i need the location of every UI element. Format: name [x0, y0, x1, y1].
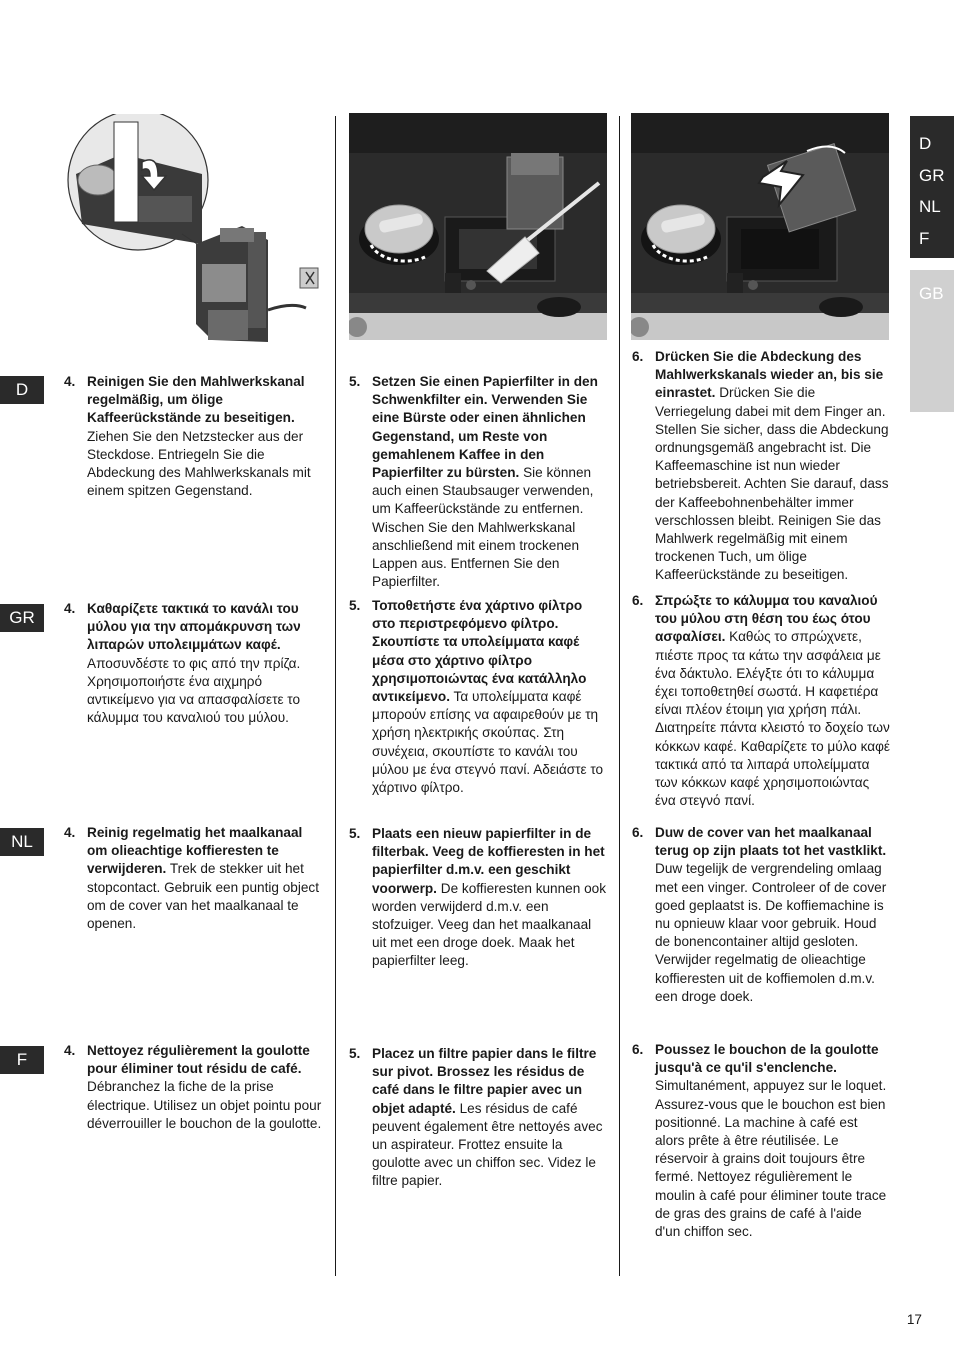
fr-step-6: 6. Poussez le bouchon de la goulotte jusqu'à ce qu'il s'enclenche. Simultanément, appuyez sur le loquet. Assurez-vous que le bouchon est bien positionné. La machine à café est alors prête à être réutilisée. Le réservoir à grains doit toujours être fermé. Nettoyez régulièrement le moulin à café pour éliminer toute trace de gras des grains de café à l'aide d'un chiffon sec.	[632, 1042, 887, 1240]
gr-step-6: 6. Σπρώξτε το κάλυμμα του καναλιού του μύλου στη θέση του έως ότου ασφαλίσει. Καθώς το σπρώχνετε, πιέστε προς τα κάτω την ασφάλεια με ένα δάκτυλο. Ελέγξτε ότι το κάλυμμα έχει τοποθετηθεί σωστά. Η καφετιέρα είναι πλέον έτοιμη για χρήση πάλι. Διατηρείτε πάντα κλειστό το δοχείο των κόκκων καφέ. Καθαρίζετε το μύλο καφέ τακτικά από τα λιπαρά υπολείμματα των κόκκων καφέ χρησιμοποιώντας ένα στεγνό πανί.	[632, 593, 890, 809]
lang-label-gr: GR	[919, 165, 945, 185]
side-tab-d: D	[0, 376, 44, 404]
nl-step-4: 4. Reinig regelmatig het maalkanaal om olieachtige koffieresten te verwijderen. Trek de stekker uit het stopcontact. Gebruik een puntig object om de cover van het maalkanaal te openen.	[64, 825, 319, 932]
de-step-6: 6. Drücken Sie die Abdeckung des Mahlwerkskanals wieder an, bis sie einrastet. Drücken Sie die Verriegelung dabei mit dem Finger an. Stellen Sie sicher, dass die Abdeckung ordnungsgemäß angebracht ist. Die Kaffeemaschine ist nun wieder betriebsbereit. Achten Sie darauf, dass der Kaffeebohnenbehälter immer verschlossen bleibt. Reinigen Sie das Mahlwerk regelmäßig mit einem trockenen Tuch, um ölige Kaffeerückstände zu beseitigen.	[632, 349, 889, 583]
fr-step-4: 4. Nettoyez régulièrement la goulotte pour éliminer tout résidu de café. Débranchez la fiche de la prise électrique. Utilisez un objet pointu pour déverrouiller le bouchon de la goulotte.	[64, 1043, 322, 1131]
gr-step-5: 5. Τοποθετήστε ένα χάρτινο φίλτρο στο περιστρεφόμενο φίλτρο. Σκουπίστε τα υπολείμματα καφέ μέσα στο χάρτινο φίλτρο χρησιμοποιώντας ένα κατάλληλο αντικείμενο. Τα υπολείμματα καφέ μπορούν επίσης να αφαιρεθούν με τη χρήση ηλεκτρικής σκούπας. Στη συνέχεια, σκουπίστε το κανάλι του μύλου με ένα στεγνό πανί. Αδειάστε το χάρτινο φίλτρο.	[349, 598, 604, 796]
nl-step-5: 5. Plaats een nieuw papierfilter in de filterbak. Veeg de koffieresten in het papierfilter d.m.v. een geschikt voorwerp. De koffieresten kunnen ook worden verwijderd d.m.v. een stofzuiger. Veeg dan het maalkanaal uit met een droge doek. Maak het papierfilter leeg.	[349, 826, 606, 969]
side-tab-gr: GR	[0, 604, 44, 632]
lang-label-gb: GB	[919, 284, 944, 303]
page-number: 17	[906, 1312, 922, 1327]
fr-step-5: 5. Placez un filtre papier dans le filtre sur pivot. Brossez les résidus de café dans le filtre papier avec un objet adapté. Les résidus de café peuvent également être nettoyés avec un aspirateur. Frottez ensuite la goulotte avec un chiffon sec. Videz le filtre papier.	[349, 1046, 603, 1189]
de-step-4: 4. Reinigen Sie den Mahlwerkskanal regelmäßig, um ölige Kaffeerückstände zu beseitigen. Ziehen Sie den Netzstecker aus der Steckdose. Entriegeln Sie die Abdeckung des Mahlwerkskanals mit einem spitzen Gegenstand.	[64, 374, 311, 499]
figure-close-cover	[631, 113, 889, 340]
de-step-5: 5. Setzen Sie einen Papierfilter in den Schwenkfilter ein. Verwenden Sie eine Bürste oder einen ähnlichen Gegenstand, um Reste von gemahlenem Kaffee in den Papierfilter zu bürsten. Sie können auch einen Staubsauger verwenden, um Kaffeerückstände zu entfernen. Wischen Sie den Mahlwerkskanal anschließend mit einem trockenen Lappen aus. Entfernen Sie den Papierfilter.	[349, 374, 598, 590]
figure-brush-cleaning	[349, 113, 607, 340]
lang-label-nl: NL	[919, 197, 941, 216]
column-divider-left	[335, 116, 336, 1276]
language-index-inactive	[910, 270, 954, 412]
side-tab-nl: NL	[0, 828, 44, 856]
gr-step-4: 4. Καθαρίζετε τακτικά το κανάλι του μύλου για την απομάκρυνση των λιπαρών υπολειμμάτων καφέ. Αποσυνδέστε το φις από την πρίζα. Χρησιμοποιήστε ένα αιχμηρό αντικείμενο για να απασφαλίσετε το κάλυμμα του καναλιού του μύλου.	[64, 601, 301, 726]
column-divider-right	[619, 116, 620, 1276]
nl-step-6: 6. Duw de cover van het maalkanaal terug op zijn plaats tot het vastklikt. Duw tegelijk de vergrendeling omlaag met een vinger. Controleer of de cover goed geplaatst is. De koffiemachine is nu opnieuw klaar voor gebruik. Houd de bonencontainer altijd gesloten. Verwijder regelmatig de olieachtige koffieresten uit de koffiemolen d.m.v. een droge doek.	[632, 825, 887, 1004]
language-index-active	[910, 116, 954, 258]
lang-label-d: D	[919, 134, 932, 153]
figure-unplug-open-channel	[62, 114, 324, 344]
lang-label-f: F	[919, 228, 930, 248]
side-tab-f: F	[0, 1046, 44, 1074]
